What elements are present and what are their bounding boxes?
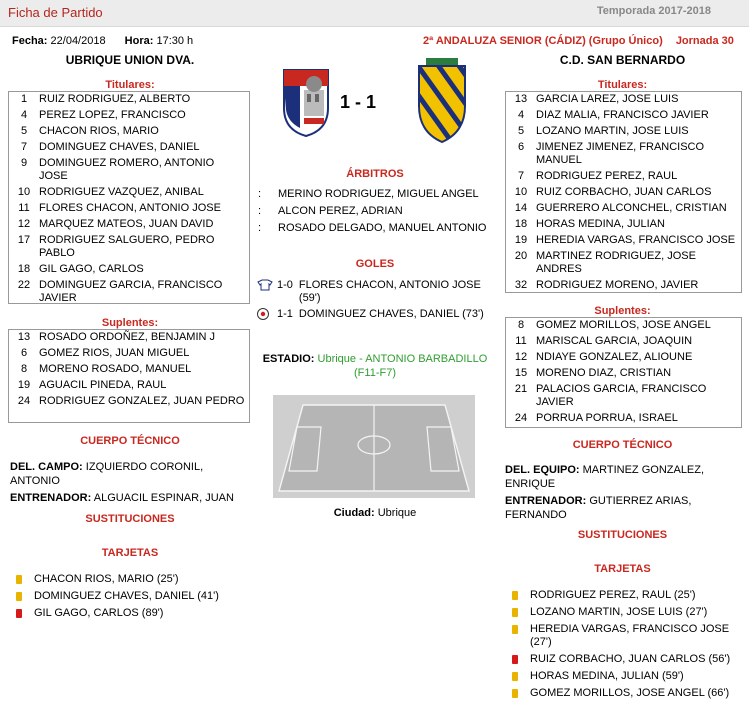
staff-name: IZQUIERDO CORONIL, ANTONIO <box>10 461 204 487</box>
referee-name: MERINO RODRIGUEZ, MIGUEL ANGEL <box>278 188 479 200</box>
card-row <box>512 623 732 649</box>
card-player: CHACON RIOS, MARIO (25') <box>34 573 179 585</box>
player-name[interactable]: PALACIOS GARCIA, FRANCISCO JAVIER <box>536 383 707 408</box>
player-row <box>506 366 741 382</box>
referee-sep: : <box>258 188 262 200</box>
player-row <box>9 108 249 124</box>
away-starters-list <box>505 91 742 293</box>
staff-role: DEL. EQUIPO: <box>505 464 580 476</box>
player-name[interactable]: MARQUEZ MATEOS, JUAN DAVID <box>39 218 214 230</box>
player-number: 19 <box>514 234 528 246</box>
player-name[interactable]: MORENO ROSADO, MANUEL <box>39 363 192 375</box>
booking-card-icon <box>512 591 518 600</box>
player-name[interactable]: MARTINEZ RODRIGUEZ, JOSE ANDRES <box>536 250 696 275</box>
card-player: RODRIGUEZ PEREZ, RAUL (25') <box>530 589 696 601</box>
staff-row <box>10 460 250 488</box>
player-name[interactable]: RODRIGUEZ SALGUERO, PEDRO PABLO <box>39 234 215 259</box>
player-row <box>506 124 741 140</box>
stadium-info: ESTADIO: Ubrique - ANTONIO BARBADILLO (F11-F7) <box>262 353 488 379</box>
jornada: Jornada 30 <box>675 35 734 47</box>
home-suplentes-label: Suplentes: <box>101 317 159 329</box>
player-row <box>506 318 741 334</box>
player-number: 13 <box>17 331 31 343</box>
player-name[interactable]: HEREDIA VARGAS, FRANCISCO JOSE <box>536 234 736 246</box>
player-row <box>9 278 249 307</box>
player-name[interactable]: FLORES CHACON, ANTONIO JOSE <box>39 202 221 214</box>
player-number: 21 <box>514 383 528 395</box>
player-name[interactable]: CHACON RIOS, MARIO <box>39 125 159 137</box>
home-cuerpo-label: CUERPO TÉCNICO <box>80 435 180 447</box>
player-row <box>506 185 741 201</box>
away-tarjetas-label: TARJETAS <box>594 563 651 575</box>
goal-text <box>299 279 481 305</box>
player-number: 24 <box>17 395 31 407</box>
referee-name: ALCON PEREZ, ADRIAN <box>278 205 403 217</box>
player-row <box>9 262 249 278</box>
player-name[interactable]: DOMINGUEZ GARCIA, FRANCISCO JAVIER <box>39 279 223 304</box>
player-number: 7 <box>20 141 28 153</box>
card-row <box>16 607 236 620</box>
goal-scorer: FLORES CHACON, ANTONIO JOSE <box>298 279 481 291</box>
player-name[interactable]: GARCIA LAREZ, JOSE LUIS <box>536 93 679 105</box>
page-title: Ficha de Partido <box>8 5 103 20</box>
card-row <box>512 687 732 700</box>
card-player: RUIZ CORBACHO, JUAN CARLOS (56') <box>530 653 731 665</box>
player-number: 14 <box>514 202 528 214</box>
player-number: 9 <box>20 157 28 169</box>
player-row <box>506 140 741 169</box>
stadium-name[interactable]: ANTONIO BARBADILLO <box>365 353 488 365</box>
player-number: 4 <box>517 109 525 121</box>
player-row <box>9 378 249 394</box>
player-number: 10 <box>514 186 528 198</box>
away-cuerpo-label: CUERPO TÉCNICO <box>572 439 673 451</box>
goal-scorer: DOMINGUEZ CHAVES, DANIEL (73') <box>298 308 484 320</box>
referee-name: ROSADO DELGADO, MANUEL ANTONIO <box>278 222 487 234</box>
home-tarjetas-label: TARJETAS <box>101 547 159 559</box>
staff-role: ENTRENADOR: <box>505 495 587 507</box>
pitch-image <box>273 395 475 498</box>
booking-card-icon <box>512 625 518 634</box>
player-number: 12 <box>514 351 528 363</box>
away-cards <box>512 589 732 704</box>
player-number: 6 <box>517 141 525 153</box>
player-name[interactable]: DOMINGUEZ ROMERO, ANTONIO JOSE <box>39 157 215 182</box>
staff-name: ALGUACIL ESPINAR, JUAN <box>93 492 234 504</box>
player-number: 5 <box>517 125 525 137</box>
player-name[interactable]: PEREZ LOPEZ, FRANCISCO <box>39 109 186 121</box>
staff-row <box>505 494 745 522</box>
player-row <box>9 217 249 233</box>
home-staff <box>10 460 250 508</box>
booking-card-icon <box>16 592 22 601</box>
player-row <box>9 124 249 140</box>
booking-card-icon <box>16 575 22 584</box>
player-row <box>506 411 741 427</box>
referee-row <box>258 222 498 235</box>
staff-name: MARTINEZ GONZALEZ, ENRIQUE <box>505 464 705 490</box>
away-titulares-label: Titulares: <box>597 79 648 91</box>
home-titulares-label: Titulares: <box>105 79 155 91</box>
referees-list <box>258 188 498 239</box>
goal-text <box>299 308 484 324</box>
player-name[interactable]: LOZANO MARTIN, JOSE LUIS <box>536 125 689 137</box>
player-number: 8 <box>517 319 525 331</box>
player-row <box>506 169 741 185</box>
card-row <box>512 670 732 683</box>
staff-role: ENTRENADOR: <box>10 492 92 504</box>
player-row <box>9 394 249 410</box>
player-row <box>9 330 249 346</box>
season-label: Temporada 2017-2018 <box>596 5 711 17</box>
stadium-type: (F11-F7) <box>354 367 396 379</box>
booking-card-icon <box>512 689 518 698</box>
player-number: 11 <box>515 335 527 347</box>
player-number: 19 <box>17 379 31 391</box>
match-date: 22/04/2018 <box>50 35 106 47</box>
home-subs-list <box>8 329 250 423</box>
player-name[interactable]: RODRIGUEZ PEREZ, RAUL <box>536 170 678 182</box>
player-number: 12 <box>17 218 31 230</box>
player-row <box>506 108 741 124</box>
home-sustituciones-label: SUSTITUCIONES <box>85 513 175 525</box>
goals-list <box>257 279 497 327</box>
card-row <box>512 589 732 602</box>
away-team-name[interactable]: C.D. SAN BERNARDO <box>559 53 686 67</box>
player-name[interactable]: DIAZ MALIA, FRANCISCO JAVIER <box>536 109 709 121</box>
match-score: 1 - 1 <box>340 92 377 112</box>
referee-sep: : <box>258 222 262 234</box>
card-player: LOZANO MARTIN, JOSE LUIS (27') <box>530 606 708 618</box>
shirt-icon <box>257 279 277 305</box>
player-row <box>9 92 249 108</box>
player-name[interactable]: RODRIGUEZ MORENO, JAVIER <box>536 279 699 291</box>
card-row <box>16 573 236 586</box>
goal-minute: (59') <box>298 292 321 304</box>
player-number: 32 <box>514 279 528 291</box>
player-number: 20 <box>514 250 528 262</box>
player-number: 7 <box>517 170 525 182</box>
referee-row <box>258 205 498 218</box>
player-name[interactable]: PORRUA PORRUA, ISRAEL <box>536 412 678 424</box>
player-row <box>506 350 741 366</box>
card-row <box>16 590 236 603</box>
player-row <box>506 278 741 294</box>
away-subs-list <box>505 317 742 428</box>
card-player: DOMINGUEZ CHAVES, DANIEL (41') <box>34 590 219 602</box>
goal-score: 1-0 <box>277 279 293 291</box>
ball-icon <box>257 308 277 324</box>
goal-score: 1-1 <box>277 308 293 320</box>
player-number: 13 <box>514 93 528 105</box>
player-number: 6 <box>20 347 28 359</box>
player-name[interactable]: GOMEZ RIOS, JUAN MIGUEL <box>39 347 190 359</box>
booking-card-icon <box>512 672 518 681</box>
booking-card-icon <box>16 609 22 618</box>
player-number: 17 <box>17 234 31 246</box>
away-sustituciones-label: SUSTITUCIONES <box>577 529 668 541</box>
booking-card-icon <box>512 608 518 617</box>
match-date-time: Fecha: 22/04/2018 Hora: 17:30 h <box>12 35 194 47</box>
away-staff <box>505 463 745 525</box>
player-number: 10 <box>17 186 31 198</box>
player-row <box>506 92 741 108</box>
player-name[interactable]: RODRIGUEZ GONZALEZ, JUAN PEDRO <box>39 395 245 407</box>
goal-row <box>257 279 497 305</box>
competition-info <box>423 34 734 48</box>
player-number: 1 <box>20 93 28 105</box>
away-team-crest[interactable] <box>416 58 468 146</box>
player-row <box>9 346 249 362</box>
player-name[interactable]: GOMEZ MORILLOS, JOSE ANGEL <box>536 319 711 331</box>
player-row <box>9 156 249 185</box>
player-row <box>506 201 741 217</box>
city-info: Ciudad: Ubrique <box>333 507 417 519</box>
player-number: 5 <box>20 125 28 137</box>
player-row <box>506 334 741 350</box>
card-player: GIL GAGO, CARLOS (89') <box>34 607 164 619</box>
player-name[interactable]: RODRIGUEZ VAZQUEZ, ANIBAL <box>39 186 204 198</box>
player-number: 8 <box>20 363 28 375</box>
player-number: 18 <box>514 218 528 230</box>
player-row <box>506 249 741 278</box>
away-suplentes-label: Suplentes: <box>594 305 651 317</box>
staff-row <box>505 463 745 491</box>
arbitros-label: ÁRBITROS <box>346 168 404 180</box>
player-number: 11 <box>18 202 30 214</box>
player-number: 24 <box>514 412 528 424</box>
home-cards <box>16 573 236 624</box>
player-row <box>9 140 249 156</box>
player-name[interactable]: JIMENEZ JIMENEZ, FRANCISCO MANUEL <box>536 141 705 166</box>
player-row <box>9 185 249 201</box>
player-row <box>9 233 249 262</box>
player-row <box>506 217 741 233</box>
player-number: 22 <box>17 279 31 291</box>
player-name[interactable]: DOMINGUEZ CHAVES, DANIEL <box>39 141 200 153</box>
home-team-name[interactable]: UBRIQUE UNION DVA. <box>65 53 195 67</box>
player-row <box>506 233 741 249</box>
player-name[interactable]: ROSADO ORDOÑEZ, BENJAMIN J <box>39 331 216 343</box>
player-name[interactable]: GIL GAGO, CARLOS <box>39 263 144 275</box>
player-row <box>9 201 249 217</box>
referee-sep: : <box>258 205 262 217</box>
player-name[interactable]: GUERRERO ALCONCHEL, CRISTIAN <box>536 202 727 214</box>
booking-card-icon <box>512 655 518 664</box>
card-row <box>512 606 732 619</box>
card-row <box>512 653 732 666</box>
player-name[interactable]: MARISCAL GARCIA, JOAQUIN <box>536 335 693 347</box>
competition-name[interactable]: 2ª ANDALUZA SENIOR (CÁDIZ) (Grupo Único) <box>423 35 663 47</box>
staff-name: GUTIERREZ ARIAS, FERNANDO <box>505 495 692 521</box>
card-player: HORAS MEDINA, JULIAN (59') <box>530 670 684 682</box>
player-number: 4 <box>20 109 28 121</box>
card-player: GOMEZ MORILLOS, JOSE ANGEL (66') <box>530 687 730 699</box>
staff-role: DEL. CAMPO: <box>10 461 83 473</box>
goal-row <box>257 308 497 324</box>
referee-row <box>258 188 498 201</box>
page-header <box>0 0 749 27</box>
player-name[interactable]: RUIZ CORBACHO, JUAN CARLOS <box>536 186 712 198</box>
player-name[interactable]: HORAS MEDINA, JULIAN <box>536 218 665 230</box>
city-name: Ubrique <box>377 507 417 519</box>
goles-label: GOLES <box>355 258 395 270</box>
card-player: HEREDIA VARGAS, FRANCISCO JOSE (27') <box>530 623 730 648</box>
player-row <box>506 382 741 411</box>
match-time: 17:30 h <box>156 35 194 47</box>
home-team-crest[interactable] <box>282 68 330 138</box>
player-name[interactable]: RUIZ RODRIGUEZ, ALBERTO <box>39 93 191 105</box>
staff-row <box>10 491 250 505</box>
player-name[interactable]: AGUACIL PINEDA, RAUL <box>39 379 167 391</box>
player-name[interactable]: MORENO DIAZ, CRISTIAN <box>536 367 672 379</box>
player-name[interactable]: NDIAYE GONZALEZ, ALIOUNE <box>536 351 693 363</box>
home-starters-list <box>8 91 250 304</box>
player-number: 15 <box>514 367 528 379</box>
player-number: 18 <box>17 263 31 275</box>
player-row <box>9 362 249 378</box>
